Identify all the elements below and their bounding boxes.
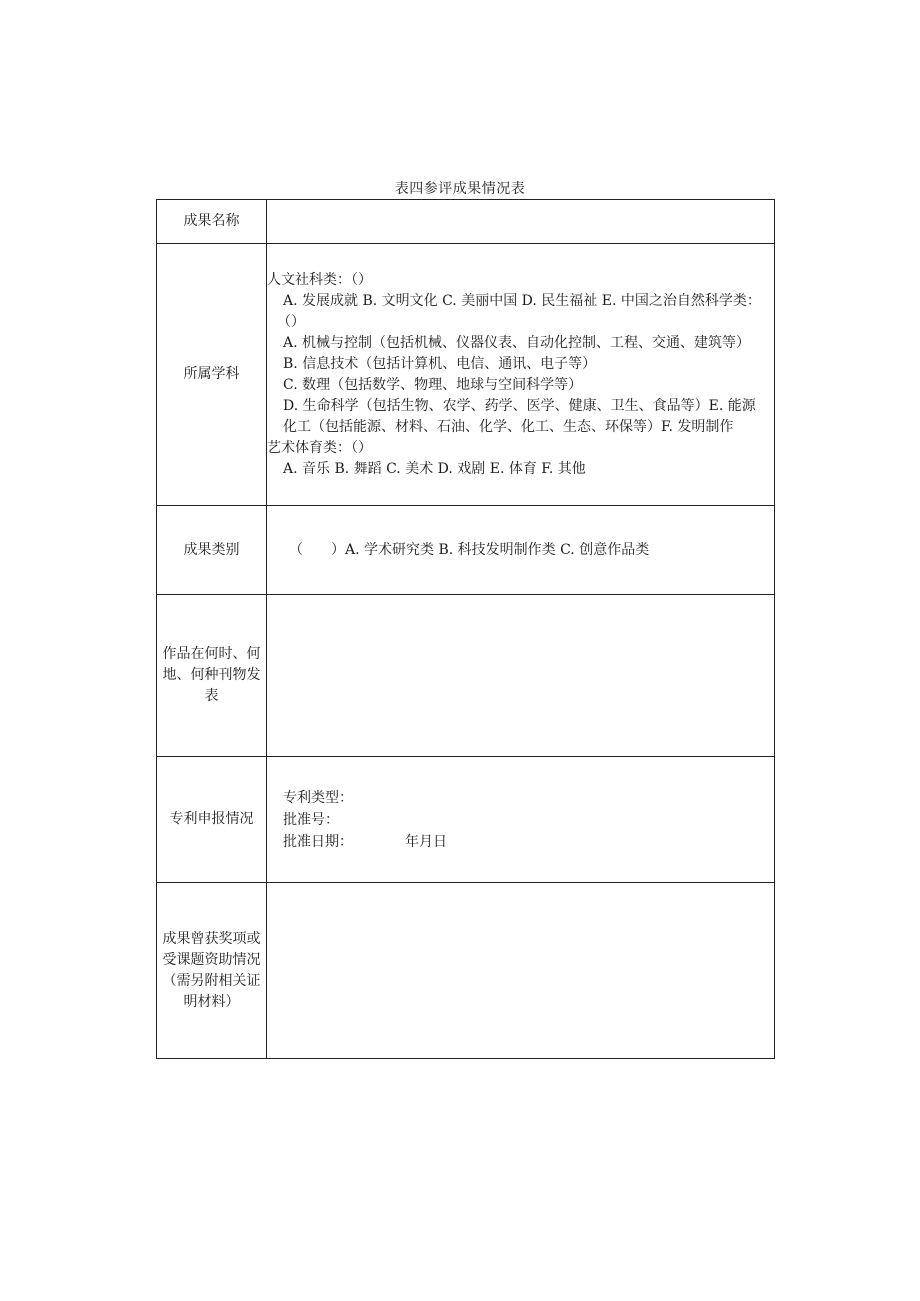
row-achievement-name [157,200,775,244]
awards-label-line-4: 明材料） [183,993,240,1010]
science-option-b: B. 信息技术（包括计算机、电信、通讯、电子等） [283,355,597,372]
achievement-name-label: 成果名称 [157,200,267,244]
publication-label [157,595,267,757]
patent-date-row [283,831,774,853]
patent-label: 专利申报情况 [157,757,267,883]
row-publication [157,595,775,757]
publication-label-line-1: 作品在何时、何 [162,646,261,662]
publication-field[interactable] [267,595,775,757]
achievement-name-field[interactable] [267,200,775,244]
achievement-form-table [156,199,775,1059]
category-options: （ ）A. 学术研究类 B. 科技发明制作类 C. 创意作品类 [289,541,650,558]
humanities-options: A. 发展成就 B. 文明文化 C. 美丽中国 D. 民生福祉 E. 中国之治自然科学类： [283,292,761,309]
patent-details [267,787,774,853]
awards-label-line-3: （需另附相关证 [162,972,261,989]
patent-date-label: 批准日期： [283,833,353,850]
science-option-a: A. 机械与控制（包括机械、仪器仪表、自动化控制、工程、交通、建筑等） [283,334,751,351]
row-awards [157,883,775,1059]
publication-label-line-3: 表 [204,688,219,704]
awards-label [157,883,267,1059]
awards-field[interactable] [267,883,775,1059]
row-category [157,506,775,595]
patent-number: 批准号： [283,811,339,828]
row-subject [157,244,775,506]
awards-label-line-1: 成果曾获奖项或 [162,930,261,947]
patent-type: 专利类型： [283,789,353,806]
subject-label: 所属学科 [157,244,267,506]
awards-label-line-2: 受课题资助情况 [162,951,261,968]
subject-options[interactable] [267,244,775,506]
arts-sports-heading: 艺术体育类：（） [267,439,372,456]
category-field[interactable] [267,506,775,595]
patent-field[interactable] [267,757,775,883]
row-patent [157,757,775,883]
publication-label-line-2: 地、何种刊物发 [162,667,261,683]
form-title: 表四参评成果情况表 [394,181,526,197]
arts-sports-options: A. 音乐 B. 舞蹈 C. 美术 D. 戏剧 E. 体育 F. 其他 [283,460,586,477]
patent-date-placeholder: 年月日 [405,833,447,850]
science-option-e-f: 化工（包括能源、材料、石油、化学、化工、生态、环保等）F. 发明制作 [283,418,734,435]
science-option-d-e: D. 生命科学（包括生物、农学、药学、医学、健康、卫生、食品等）E. 能源 [283,397,756,414]
science-option-c: C. 数理（包括数学、物理、地球与空间科学等） [283,376,583,393]
science-choice: （） [277,313,305,330]
humanities-heading: 人文社科类：（） [267,271,372,288]
category-label: 成果类别 [157,506,267,595]
